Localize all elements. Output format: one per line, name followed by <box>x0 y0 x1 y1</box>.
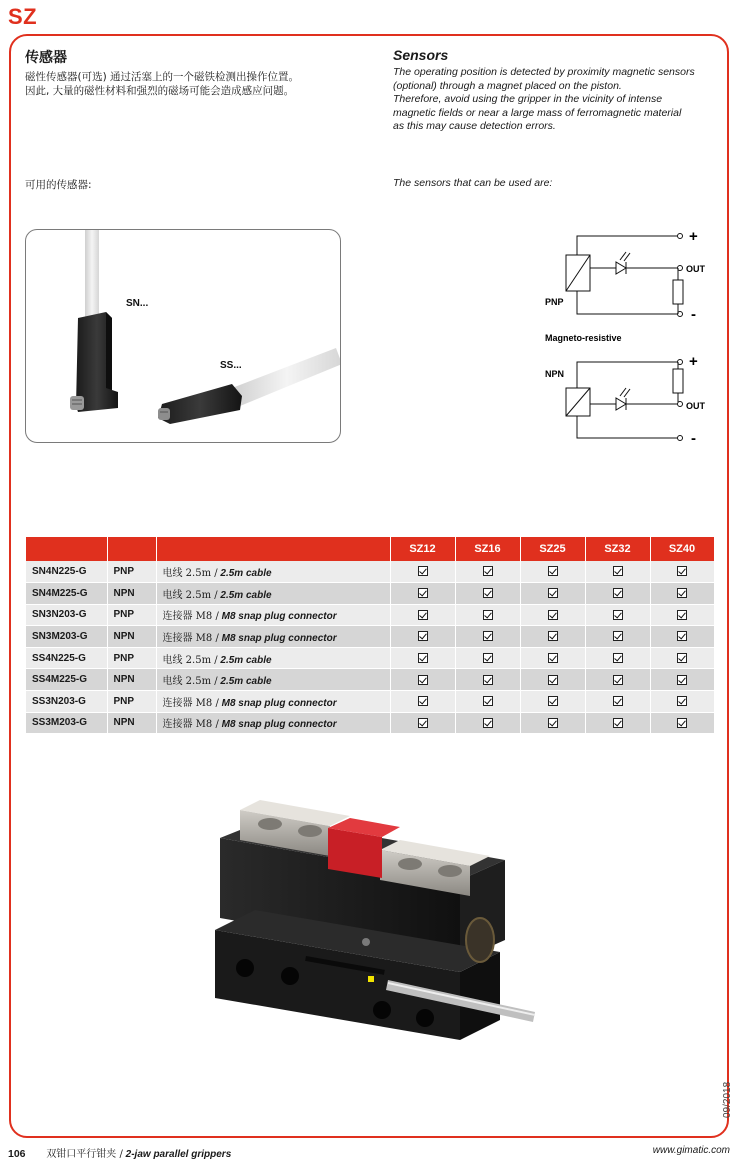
intro-cn-line: 磁性传感器(可选) 通过活塞上的一个磁铁检测出操作位置。 <box>25 71 300 83</box>
compatibility-cell <box>455 712 520 734</box>
table-row <box>26 712 714 734</box>
checkbox-checked-icon <box>418 610 428 620</box>
sensor-description-cell <box>156 669 390 691</box>
compatibility-cell <box>520 561 585 583</box>
checkbox-checked-icon <box>677 610 687 620</box>
checkbox-checked-icon <box>483 696 493 706</box>
description-en: M8 snap plug connector <box>221 719 337 731</box>
sensor-code-cell: SN3M203-G <box>26 626 107 648</box>
ss-sensor-body <box>158 384 242 424</box>
checkbox-checked-icon <box>418 696 428 706</box>
available-sensors-cn: 可用的传感器: <box>25 179 92 191</box>
compatibility-cell <box>455 647 520 669</box>
checkbox-checked-icon <box>613 696 623 706</box>
table-row <box>26 669 714 691</box>
pnp-plus-label: + <box>689 228 698 245</box>
magneto-resistive-caption: Magneto-resistive <box>545 333 622 343</box>
description-cn: 电线 2.5m / <box>162 676 218 688</box>
brand-title: SZ <box>8 4 38 29</box>
intro-en-line: (optional) through a magnet placed on the piston. <box>393 79 622 92</box>
intro-en-line: as this may cause detection errors. <box>393 120 556 133</box>
compatibility-cell <box>455 669 520 691</box>
sensor-type-cell: PNP <box>107 604 156 626</box>
description-cn: 电线 2.5m / <box>162 568 218 580</box>
intro-cn-line: 因此, 大量的磁性材料和强烈的磁场可能会造成感应问题。 <box>25 85 295 97</box>
description-en: 2.5m cable <box>220 676 272 688</box>
compatibility-cell <box>585 669 650 691</box>
intro-en-line: Therefore, avoid using the gripper in the vicinity of intense <box>393 93 663 106</box>
checkbox-checked-icon <box>548 588 558 598</box>
compatibility-cell <box>390 691 455 713</box>
checkbox-checked-icon <box>483 653 493 663</box>
pnp-minus-label: - <box>691 306 696 323</box>
table-row <box>26 626 714 648</box>
sensor-code-cell: SS3N203-G <box>26 691 107 713</box>
ss-sensor-screw <box>158 408 170 420</box>
checkbox-checked-icon <box>483 675 493 685</box>
compatibility-cell <box>650 583 714 605</box>
checkbox-checked-icon <box>548 675 558 685</box>
description-en: M8 snap plug connector <box>221 697 337 709</box>
page-footer <box>8 1145 730 1160</box>
table-row <box>26 647 714 669</box>
compatibility-cell <box>585 604 650 626</box>
pnp-circuit <box>566 234 683 317</box>
sensor-description-cell <box>156 561 390 583</box>
compatibility-cell <box>585 583 650 605</box>
header-sz40: SZ40 <box>650 537 714 561</box>
checkbox-checked-icon <box>483 588 493 598</box>
footer-website-link[interactable]: www.gimatic.com <box>652 1145 730 1156</box>
checkbox-checked-icon <box>677 718 687 728</box>
sensor-code-cell: SN4M225-G <box>26 583 107 605</box>
sensor-description-cell <box>156 583 390 605</box>
footer-title-en: 2-jaw parallel grippers <box>125 1149 232 1160</box>
npn-plus-label: + <box>689 353 698 370</box>
header-description <box>156 537 390 561</box>
compatibility-cell <box>585 626 650 648</box>
sensor-photo <box>25 229 341 443</box>
table-row <box>26 583 714 605</box>
pnp-label: PNP <box>545 297 564 307</box>
checkbox-checked-icon <box>418 588 428 598</box>
header-sz25: SZ25 <box>520 537 585 561</box>
checkbox-checked-icon <box>613 588 623 598</box>
header-sz12: SZ12 <box>390 537 455 561</box>
description-cn: 连接器 M8 / <box>162 633 219 645</box>
compatibility-cell <box>585 561 650 583</box>
checkbox-checked-icon <box>548 718 558 728</box>
compatibility-cell <box>585 712 650 734</box>
sensor-description-cell <box>156 691 390 713</box>
checkbox-checked-icon <box>483 631 493 641</box>
sensor-description-cell <box>156 712 390 734</box>
compatibility-cell <box>520 712 585 734</box>
sensor-photo-illustration <box>26 230 341 443</box>
intro-en-line: magnetic fields or near a large mass of ferromagnetic material <box>393 106 682 119</box>
compatibility-cell <box>390 604 455 626</box>
compatibility-cell <box>455 691 520 713</box>
pnp-out-label: OUT <box>686 264 705 274</box>
checkbox-checked-icon <box>613 718 623 728</box>
checkbox-checked-icon <box>613 653 623 663</box>
compatibility-cell <box>520 583 585 605</box>
sensor-description-cell <box>156 604 390 626</box>
available-sensors-en: The sensors that can be used are: <box>393 177 553 189</box>
compatibility-cell <box>585 691 650 713</box>
description-cn: 连接器 M8 / <box>162 611 219 623</box>
checkbox-checked-icon <box>677 631 687 641</box>
table-row <box>26 561 714 583</box>
npn-minus-label: - <box>691 430 696 447</box>
compatibility-cell <box>520 669 585 691</box>
checkbox-checked-icon <box>677 588 687 598</box>
page-number: 106 <box>8 1148 26 1160</box>
label-sn: SN... <box>126 298 149 309</box>
checkbox-checked-icon <box>613 631 623 641</box>
sensor-description-cell <box>156 647 390 669</box>
checkbox-checked-icon <box>548 696 558 706</box>
sensor-type-cell: NPN <box>107 583 156 605</box>
checkbox-checked-icon <box>483 718 493 728</box>
compatibility-cell <box>520 647 585 669</box>
sn-sensor-screw <box>70 396 84 410</box>
table-header-row <box>26 537 714 561</box>
compatibility-cell <box>650 669 714 691</box>
sensor-description-cell <box>156 626 390 648</box>
compatibility-cell <box>650 626 714 648</box>
sensor-type-cell: PNP <box>107 647 156 669</box>
intro-cn-title: 传感器 <box>25 50 67 66</box>
print-date: 09/2018 <box>722 1081 733 1118</box>
intro-en-title: Sensors <box>393 47 449 63</box>
sensor-type-cell: NPN <box>107 712 156 734</box>
checkbox-checked-icon <box>418 631 428 641</box>
checkbox-checked-icon <box>677 566 687 576</box>
gripper-illustration <box>200 790 540 1040</box>
description-cn: 连接器 M8 / <box>162 719 219 731</box>
checkbox-checked-icon <box>677 653 687 663</box>
compatibility-cell <box>520 604 585 626</box>
compatibility-cell <box>390 669 455 691</box>
header-type <box>107 537 156 561</box>
sensor-type-cell: PNP <box>107 561 156 583</box>
compatibility-cell <box>390 712 455 734</box>
compatibility-cell <box>455 561 520 583</box>
intro-en <box>393 47 723 134</box>
compatibility-cell <box>650 647 714 669</box>
compatibility-cell <box>520 691 585 713</box>
description-en: M8 snap plug connector <box>221 633 337 645</box>
sensor-code-cell: SS4M225-G <box>26 669 107 691</box>
compatibility-cell <box>390 583 455 605</box>
checkbox-checked-icon <box>548 566 558 576</box>
compatibility-cell <box>455 626 520 648</box>
description-en: 2.5m cable <box>220 654 272 666</box>
compatibility-cell <box>455 583 520 605</box>
sensor-code-cell: SS4N225-G <box>26 647 107 669</box>
sensor-code-cell: SN4N225-G <box>26 561 107 583</box>
checkbox-checked-icon <box>483 610 493 620</box>
compatibility-cell <box>585 647 650 669</box>
checkbox-checked-icon <box>548 631 558 641</box>
checkbox-checked-icon <box>677 696 687 706</box>
checkbox-checked-icon <box>418 675 428 685</box>
description-en: 2.5m cable <box>220 568 272 580</box>
checkbox-checked-icon <box>613 566 623 576</box>
description-cn: 连接器 M8 / <box>162 697 219 709</box>
sensor-code-cell: SS3M203-G <box>26 712 107 734</box>
description-en: M8 snap plug connector <box>221 611 337 623</box>
header-sz16: SZ16 <box>455 537 520 561</box>
checkbox-checked-icon <box>418 566 428 576</box>
compatibility-cell <box>390 626 455 648</box>
checkbox-checked-icon <box>418 718 428 728</box>
footer-title-cn: 双钳口平行钳夹 / <box>46 1149 123 1160</box>
compatibility-cell <box>650 604 714 626</box>
intro-cn <box>25 47 365 98</box>
compatibility-cell <box>650 561 714 583</box>
checkbox-checked-icon <box>548 610 558 620</box>
intro-en-line: The operating position is detected by proximity magnetic sensors <box>393 66 695 78</box>
ss-cable <box>232 348 341 406</box>
sn-cable <box>85 230 99 322</box>
table-row <box>26 691 714 713</box>
npn-label: NPN <box>545 369 565 379</box>
header-code <box>26 537 107 561</box>
sensor-type-cell: NPN <box>107 626 156 648</box>
description-cn: 电线 2.5m / <box>162 654 218 666</box>
npn-circuit <box>566 360 683 441</box>
compatibility-cell <box>390 647 455 669</box>
npn-out-label: OUT <box>686 401 705 411</box>
label-ss: SS... <box>220 360 242 371</box>
compatibility-cell <box>520 626 585 648</box>
sensor-type-cell: NPN <box>107 669 156 691</box>
checkbox-checked-icon <box>677 675 687 685</box>
sensor-type-cell: PNP <box>107 691 156 713</box>
sensor-code-cell: SN3N203-G <box>26 604 107 626</box>
compatibility-cell <box>650 712 714 734</box>
checkbox-checked-icon <box>483 566 493 576</box>
sensor-circuit-diagrams <box>540 222 730 447</box>
table-row <box>26 604 714 626</box>
compatibility-cell <box>650 691 714 713</box>
description-cn: 电线 2.5m / <box>162 589 218 601</box>
header-sz32: SZ32 <box>585 537 650 561</box>
checkbox-checked-icon <box>548 653 558 663</box>
compatibility-cell <box>455 604 520 626</box>
checkbox-checked-icon <box>613 610 623 620</box>
description-en: 2.5m cable <box>220 589 272 601</box>
checkbox-checked-icon <box>418 653 428 663</box>
checkbox-checked-icon <box>613 675 623 685</box>
compatibility-cell <box>390 561 455 583</box>
sensor-compatibility-table <box>26 537 715 734</box>
